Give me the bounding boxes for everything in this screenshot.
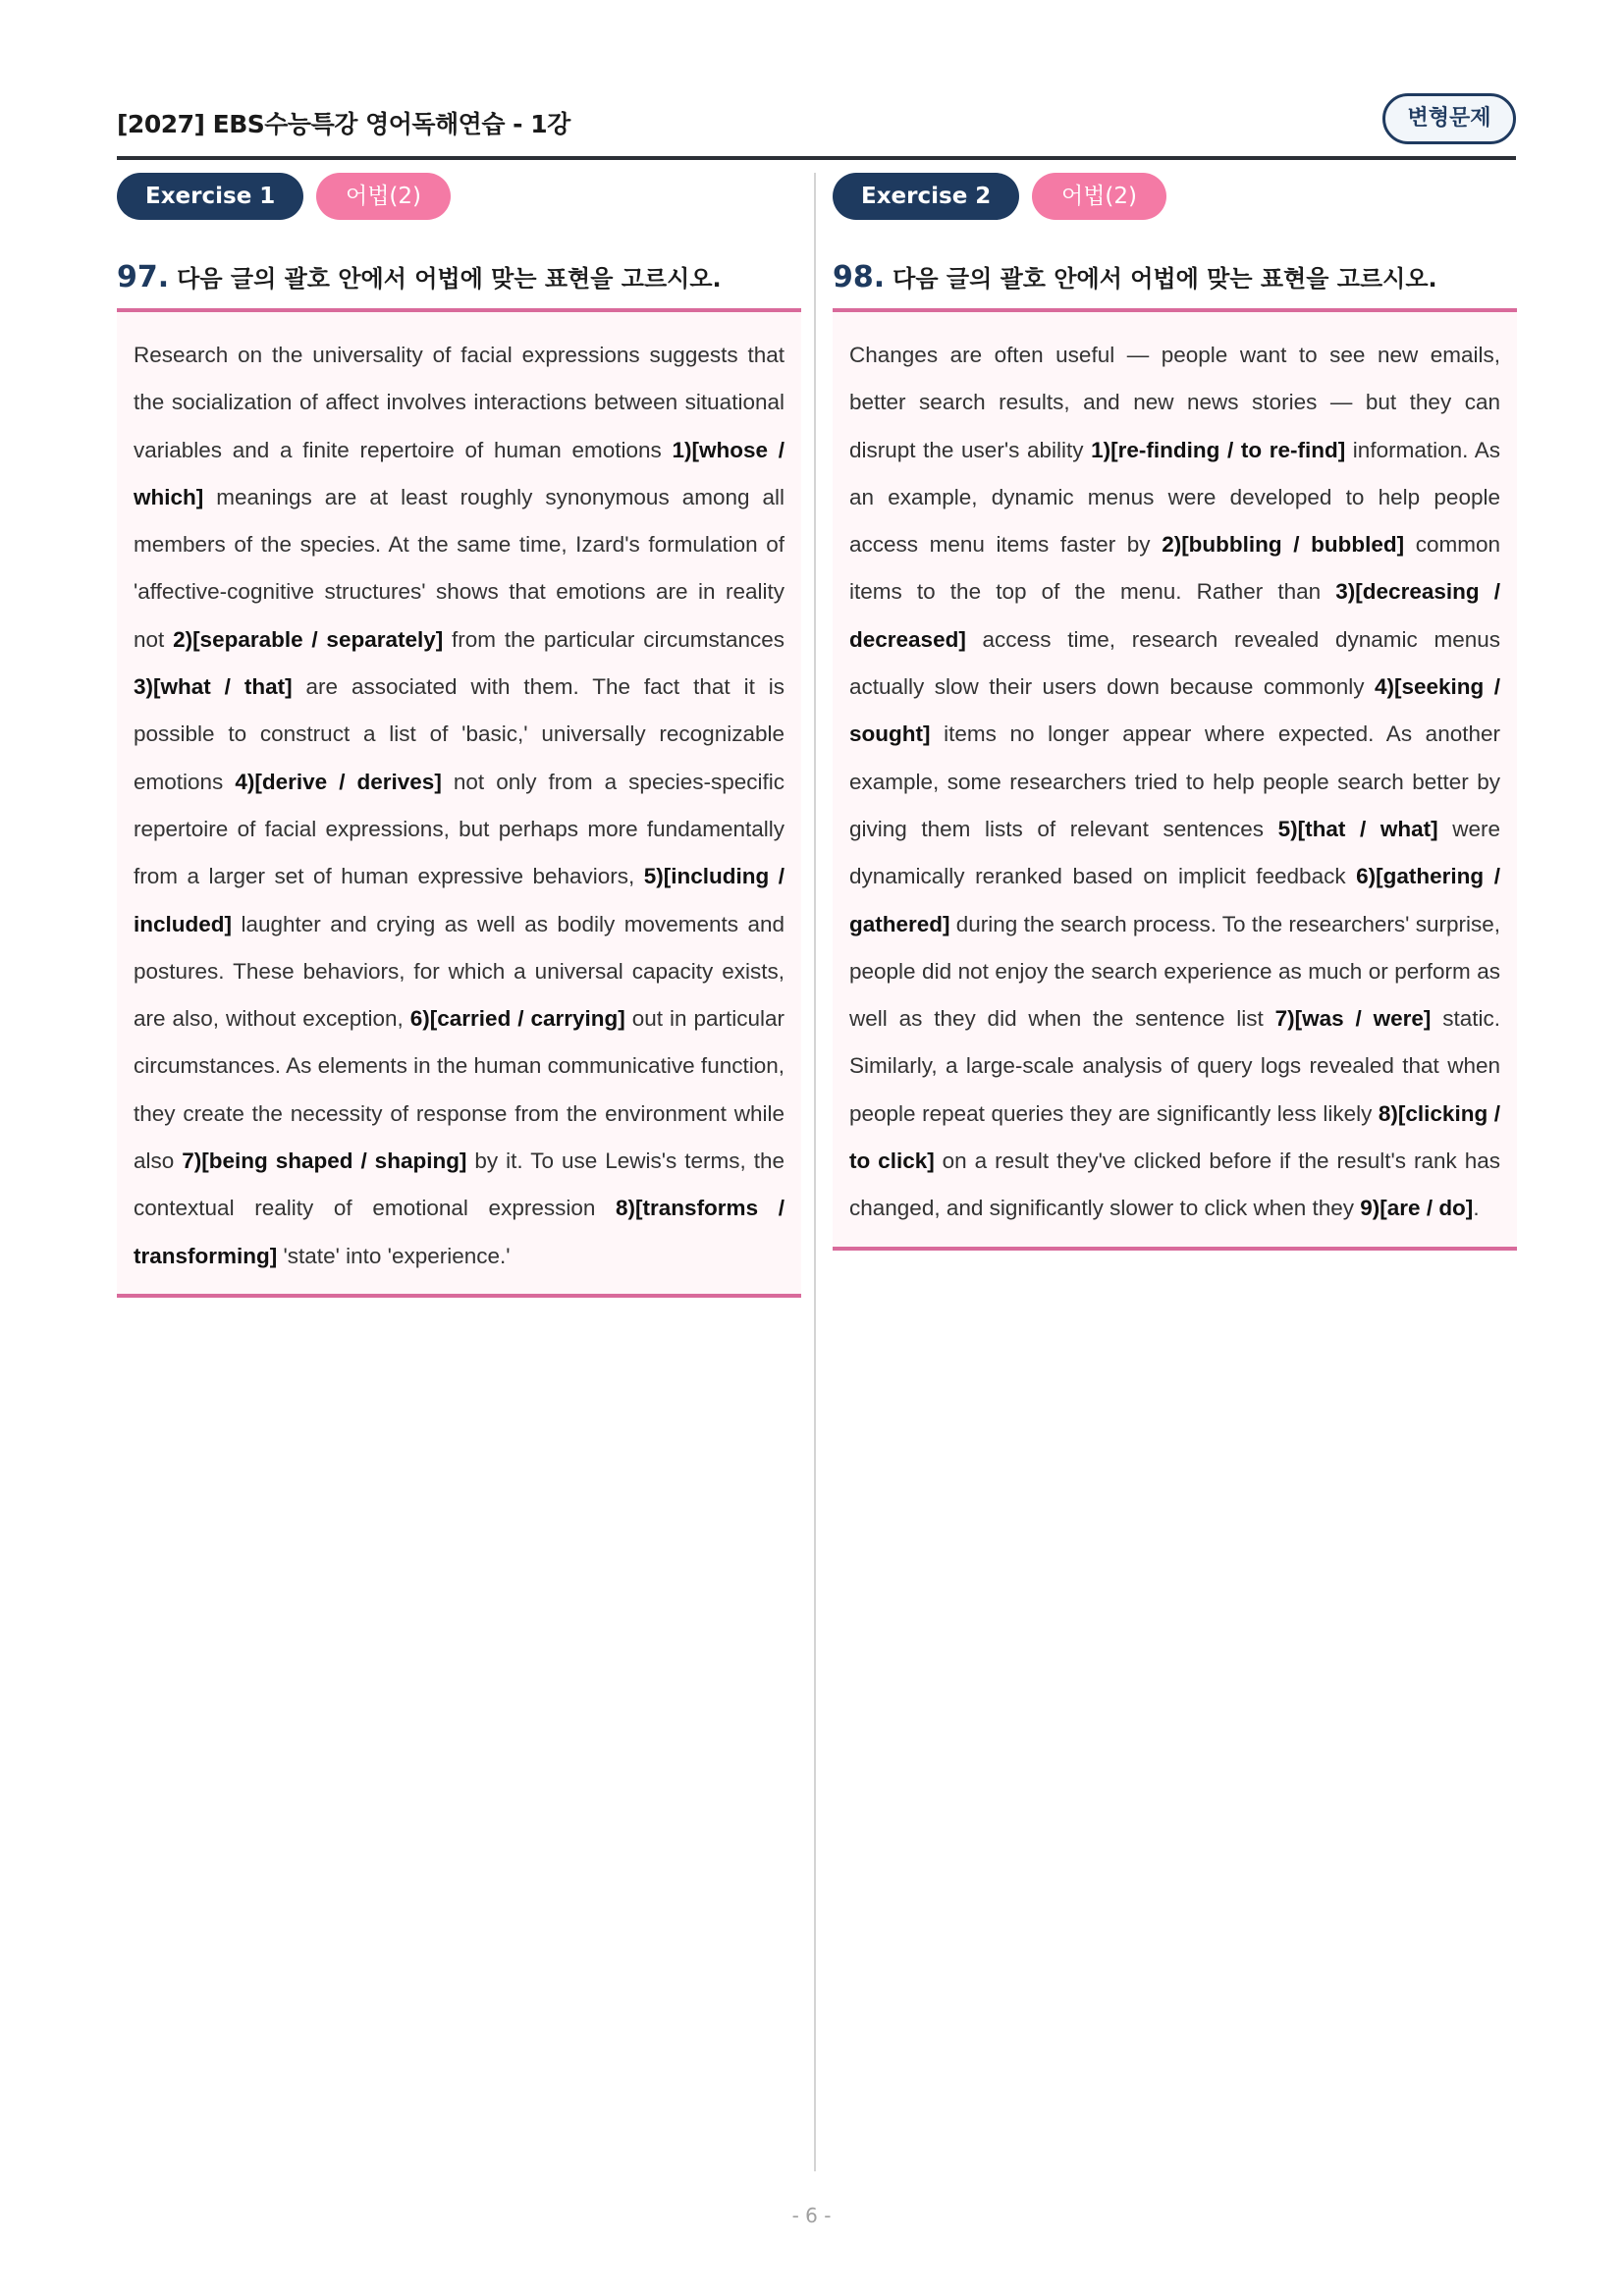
passage-text: not only from a species-specific repertoire of facial expressions, but perhaps more fundamentally from a larger set of human expressive behaviors, — [134, 769, 784, 889]
grammar-choice: 9)[are / do] — [1360, 1196, 1474, 1221]
passage-text: by it. To use Lewis's terms, the contextual reality of emotional expression — [134, 1148, 784, 1221]
grammar-choice: 5)[including / included] — [134, 864, 784, 936]
header-rule — [117, 156, 1516, 160]
grammar-choice: 7)[was / were] — [1274, 1006, 1432, 1032]
page-number: - 6 - — [791, 2204, 832, 2227]
passage-text: common items to the top of the menu. Rather than — [849, 532, 1500, 605]
exercise-1-category-pill: 어법(2) — [316, 173, 451, 220]
passage-text: Changes are often useful — people want to see new emails, better search results, and new news stories — but they can disrupt the user's ability — [849, 343, 1500, 462]
passage-text: out in particular circumstances. As elements in the human communicative function, they create the necessity of response from the environment while also — [134, 1006, 784, 1174]
passage-text: 'state' into 'experience.' — [277, 1243, 511, 1268]
passage-text: from the particular circumstances — [443, 626, 784, 652]
passage-text: items no longer appear where expected. As another example, some researchers tried to help people search better by giving them lists of relevant sentences — [849, 721, 1500, 841]
exercise-1-passage — [117, 312, 801, 1294]
question-97 — [117, 259, 801, 308]
passage-text: are associated with them. The fact that it is possible to construct a list of 'basic,' universally recognizable emotions — [134, 674, 784, 794]
passage-text: during the search process. To the researchers' surprise, people did not enjoy the search experience as much or perform as well as they did when the sentence list — [849, 911, 1500, 1032]
passage-text: were dynamically reranked based on implicit feedback — [849, 816, 1500, 889]
document-title: [2027] EBS수능특강 영어독해연습 - 1강 — [117, 110, 570, 138]
grammar-choice: 6)[gathering / gathered] — [849, 864, 1500, 936]
page-header — [117, 93, 1516, 162]
passage-bottom-rule — [117, 1294, 801, 1298]
grammar-choice: 5)[that / what] — [1277, 816, 1438, 841]
question-number: 98. — [833, 260, 886, 294]
grammar-choice: 8)[transforms / transforming] — [134, 1196, 784, 1268]
grammar-choice: 4)[seeking / sought] — [849, 674, 1500, 747]
grammar-choice: 1)[re-finding / to re-find] — [1091, 437, 1346, 462]
exercise-2-category-pill: 어법(2) — [1032, 173, 1166, 220]
grammar-choice: 6)[carried / carrying] — [409, 1006, 625, 1032]
passage-text: meanings are at least roughly synonymous among all members of the species. At the same time, Izard's formulation of 'affective-cognitive structures' shows that emotions are in reality not — [134, 484, 784, 652]
question-text: 다음 글의 괄호 안에서 어법에 맞는 표현을 고르시오. — [177, 265, 722, 293]
passage-text: laughter and crying as well as bodily movements and postures. These behaviors, for which a universal capacity exists, are also, without exception, — [134, 911, 784, 1032]
passage-text: information. As an example, dynamic menus were developed to help people access menu items faster by — [849, 437, 1500, 558]
passage-bottom-rule — [833, 1247, 1517, 1251]
grammar-choice: 3)[what / that] — [134, 674, 293, 700]
exercise-1-pills — [117, 173, 801, 222]
exercise-2-pill: Exercise 2 — [833, 173, 1019, 220]
passage-text: on a result they've clicked before if the result's rank has changed, and significantly slower to click when they — [849, 1148, 1500, 1221]
column-divider — [814, 173, 816, 2171]
passage-text: static. Similarly, a large-scale analysis of query logs revealed that when people repeat queries they are significantly less likely — [849, 1006, 1500, 1126]
passage-text: access time, research revealed dynamic menus actually slow their users down because commonly — [849, 626, 1500, 700]
variant-badge: 변형문제 — [1382, 93, 1516, 144]
grammar-choice: 1)[whose / which] — [134, 437, 784, 509]
grammar-choice: 3)[decreasing / decreased] — [849, 579, 1500, 652]
grammar-choice: 4)[derive / derives] — [235, 769, 442, 794]
grammar-choice: 2)[separable / separately] — [173, 626, 444, 652]
exercise-2-pills — [833, 173, 1517, 222]
exercise-1-column — [117, 173, 801, 1298]
grammar-choice: 2)[bubbling / bubbled] — [1162, 532, 1405, 558]
question-98 — [833, 259, 1517, 308]
question-number: 97. — [117, 260, 170, 294]
grammar-choice: 8)[clicking / to click] — [849, 1100, 1500, 1174]
exercise-2-passage — [833, 312, 1517, 1247]
exercise-1-pill: Exercise 1 — [117, 173, 303, 220]
grammar-choice: 7)[being shaped / shaping] — [182, 1148, 467, 1174]
passage-text: Research on the universality of facial expressions suggests that the socialization of affect involves interactions between situational variables and a finite repertoire of human emotions — [134, 343, 784, 462]
question-text: 다음 글의 괄호 안에서 어법에 맞는 표현을 고르시오. — [893, 265, 1437, 293]
exercise-2-column — [833, 173, 1517, 1251]
passage-text: . — [1473, 1196, 1480, 1221]
